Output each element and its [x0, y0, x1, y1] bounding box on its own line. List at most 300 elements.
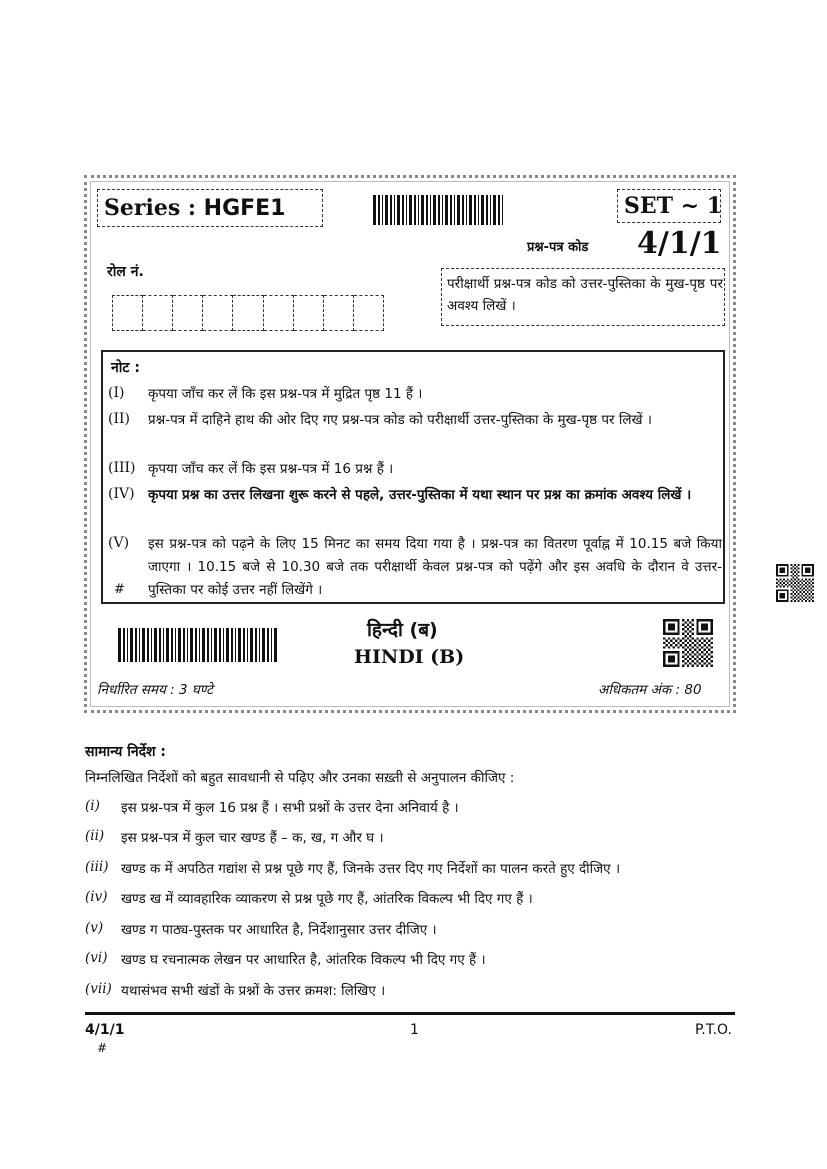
- qr-module: [668, 626, 670, 628]
- qr-module: [809, 589, 811, 591]
- qr-module: [687, 665, 689, 667]
- qr-module: [803, 591, 805, 593]
- qr-module: [798, 568, 800, 570]
- barcode-bar: [214, 628, 217, 662]
- qr-module: [787, 568, 789, 570]
- barcode-bar: [442, 195, 443, 225]
- qr-module: [706, 633, 708, 635]
- qr-module: [780, 595, 782, 597]
- barcode-bar: [171, 628, 173, 662]
- barcode-bar: [154, 628, 157, 662]
- qr-module: [807, 571, 809, 573]
- maximum-marks: अधिकतम अंक : 80: [598, 682, 702, 698]
- qr-module: [696, 637, 698, 639]
- qr-module: [699, 633, 701, 635]
- roll-number-cell[interactable]: [324, 295, 354, 331]
- qr-module: [663, 637, 665, 639]
- note-hash: #: [114, 582, 125, 597]
- qr-module: [668, 624, 670, 626]
- note-text: प्रश्न-पत्र में दाहिने हाथ की ओर दिए गए प्रश्न-पत्र कोड को परीक्षार्थी उत्तर-पुस्तिका के मुख-पृष्ठ पर लिखें ।: [148, 412, 652, 428]
- qr-module: [692, 651, 694, 653]
- qr-module: [778, 584, 780, 586]
- qr-module: [703, 633, 705, 635]
- barcode-bar: [406, 195, 407, 225]
- qr-module: [673, 651, 675, 653]
- barcode-bar: [454, 195, 455, 225]
- qr-module: [794, 575, 796, 577]
- qr-module: [787, 573, 789, 575]
- qr-module: [783, 589, 785, 591]
- instruction-number: (iv): [85, 889, 108, 905]
- barcode-bar: [259, 628, 260, 662]
- qr-module: [701, 660, 703, 662]
- instruction-text: खण्ड क में अपठित गद्यांश से प्रश्न पूछे गए हैं, जिनके उत्तर दिए गए निर्देशों का पालन करते हुए दीजिए ।: [121, 861, 621, 877]
- instruction-text: खण्ड ग पाठ्य-पुस्तक पर आधारित है, निर्देशानुसार उत्तर दीजिए ।: [121, 922, 437, 938]
- qr-module: [670, 660, 672, 662]
- qr-module: [708, 640, 710, 642]
- qr-module: [780, 575, 782, 577]
- qr-module: [696, 626, 698, 628]
- qr-module: [696, 651, 698, 653]
- barcode-bar: [414, 195, 416, 225]
- instruction-text: इस प्रश्न-पत्र में कुल चार खण्ड हैं – क, ख, ग और घ ।: [121, 830, 384, 846]
- barcode-bar: [199, 628, 200, 662]
- qr-module: [684, 649, 686, 651]
- qr-module: [803, 595, 805, 597]
- qr-module: [780, 582, 782, 584]
- qr-module: [689, 640, 691, 642]
- qr-module: [699, 662, 701, 664]
- qr-module: [680, 640, 682, 642]
- qr-module: [689, 644, 691, 646]
- barcode-bar: [178, 628, 181, 662]
- qr-module: [703, 658, 705, 660]
- instruction-text: इस प्रश्न-पत्र में कुल 16 प्रश्न हैं । सभी प्रश्नों के उत्तर देना अनिवार्य है ।: [121, 800, 459, 816]
- qr-module: [785, 564, 787, 566]
- qr-module: [682, 637, 684, 639]
- qr-module: [781, 569, 783, 571]
- qr-module: [783, 600, 785, 602]
- qr-module: [809, 564, 811, 566]
- qr-module: [673, 642, 675, 644]
- qr-module: [798, 586, 800, 588]
- series-prefix: Series :: [104, 195, 204, 221]
- qr-module: [711, 619, 713, 621]
- qr-module: [701, 619, 703, 621]
- qr-module: [794, 597, 796, 599]
- qr-module: [696, 633, 698, 635]
- qr-module: [798, 597, 800, 599]
- qr-module: [701, 656, 703, 658]
- qr-module: [787, 586, 789, 588]
- qr-module: [694, 658, 696, 660]
- qr-module: [783, 582, 785, 584]
- qr-module: [687, 651, 689, 653]
- barcode-bar: [390, 195, 392, 225]
- qr-module: [792, 591, 794, 593]
- qr-module: [665, 644, 667, 646]
- qr-module: [682, 665, 684, 667]
- qr-module: [781, 595, 783, 597]
- qr-module: [699, 640, 701, 642]
- qr-module: [663, 646, 665, 648]
- qr-module: [687, 633, 689, 635]
- roll-number-cell[interactable]: [294, 295, 324, 331]
- qr-module: [673, 646, 675, 648]
- qr-module: [689, 658, 691, 660]
- qr-module: [781, 580, 783, 582]
- qr-module: [776, 597, 778, 599]
- qr-module: [692, 628, 694, 630]
- roll-number-cell[interactable]: [354, 295, 384, 331]
- qr-module: [783, 564, 785, 566]
- qr-module: [792, 566, 794, 568]
- qr-module: [689, 621, 691, 623]
- roll-number-cell[interactable]: [203, 295, 233, 331]
- qr-module: [796, 573, 798, 575]
- qr-module: [665, 651, 667, 653]
- qr-module: [801, 586, 803, 588]
- qr-module: [801, 593, 803, 595]
- barcode-bar: [118, 628, 121, 662]
- qr-module: [792, 569, 794, 571]
- qr-module: [708, 633, 710, 635]
- roll-number-label: रोल नं.: [107, 264, 144, 280]
- qr-module: [805, 586, 807, 588]
- qr-module: [687, 646, 689, 648]
- barcode-bar: [382, 195, 383, 225]
- qr-module: [812, 593, 814, 595]
- qr-module: [687, 656, 689, 658]
- qr-module: [798, 578, 800, 580]
- page-number: 1: [410, 1022, 419, 1038]
- qr-module: [699, 658, 701, 660]
- qr-module: [780, 589, 782, 591]
- barcode-bar: [223, 628, 224, 662]
- series-code: HGFE1: [203, 196, 286, 221]
- barcode-bar: [262, 628, 265, 662]
- qr-module: [675, 651, 677, 653]
- qr-module: [794, 571, 796, 573]
- qr-module: [807, 569, 809, 571]
- barcode-bar: [175, 628, 176, 662]
- qr-module: [785, 584, 787, 586]
- qr-module: [682, 642, 684, 644]
- qr-module: [809, 575, 811, 577]
- qr-module: [711, 626, 713, 628]
- qr-module: [711, 646, 713, 648]
- instruction-number: (vi): [85, 950, 108, 966]
- qr-module: [706, 628, 708, 630]
- qr-module: [787, 578, 789, 580]
- time-allowed: निर्धारित समय : 3 घण्टे: [97, 682, 213, 698]
- qr-module: [692, 619, 694, 621]
- qr-module: [706, 646, 708, 648]
- qr-module: [785, 589, 787, 591]
- qr-module: [673, 656, 675, 658]
- qr-module: [706, 637, 708, 639]
- note-number: (II): [108, 411, 130, 427]
- qr-module: [696, 619, 698, 621]
- qr-module: [684, 621, 686, 623]
- qr-module: [682, 633, 684, 635]
- qr-module: [809, 593, 811, 595]
- qr-module: [810, 584, 812, 586]
- qr-module: [781, 593, 783, 595]
- qr-module: [794, 582, 796, 584]
- roll-number-cell[interactable]: [143, 295, 173, 331]
- barcode-bar: [397, 195, 400, 225]
- qr-module: [670, 658, 672, 660]
- footer-code: 4/1/1: [85, 1022, 125, 1038]
- barcode-bar: [135, 628, 137, 662]
- barcode-bar: [426, 195, 428, 225]
- qr-module: [711, 642, 713, 644]
- qr-module: [668, 628, 670, 630]
- qr-module: [701, 628, 703, 630]
- qr-module: [699, 644, 701, 646]
- qr-module: [682, 651, 684, 653]
- qr-module: [687, 619, 689, 621]
- qr-module: [675, 640, 677, 642]
- qr-module: [692, 665, 694, 667]
- qr-module: [783, 595, 785, 597]
- qr-module: [798, 593, 800, 595]
- qr-module: [665, 633, 667, 635]
- qr-module: [689, 630, 691, 632]
- qr-module: [790, 597, 792, 599]
- qr-module: [807, 588, 809, 590]
- instruction-text: खण्ड ख में व्यावहारिक व्याकरण से प्रश्न पूछे गए हैं, आंतरिक विकल्प भी दिए गए हैं ।: [121, 891, 533, 907]
- qr-module: [812, 600, 814, 602]
- barcode-bar: [183, 628, 185, 662]
- barcode-bar: [421, 195, 424, 225]
- qr-module: [670, 640, 672, 642]
- qr-module: [668, 637, 670, 639]
- barcode-bar: [274, 628, 277, 662]
- barcode-bar: [481, 195, 484, 225]
- qr-module: [708, 649, 710, 651]
- qr-module: [689, 635, 691, 637]
- qr-module: [778, 575, 780, 577]
- qr-module: [711, 628, 713, 630]
- qr-module: [684, 662, 686, 664]
- qr-module: [663, 665, 665, 667]
- qr-module: [780, 586, 782, 588]
- instruction-number: (iii): [85, 859, 109, 875]
- qr-module: [776, 591, 778, 593]
- qr-module: [696, 630, 698, 632]
- qr-module: [668, 646, 670, 648]
- qr-module: [812, 575, 814, 577]
- qr-module: [692, 646, 694, 648]
- barcode-bar: [211, 628, 212, 662]
- qr-code-side: [776, 564, 814, 602]
- qr-module: [663, 633, 665, 635]
- qr-module: [781, 600, 783, 602]
- qr-module: [780, 571, 782, 573]
- qr-module: [696, 628, 698, 630]
- qr-module: [665, 619, 667, 621]
- qr-module: [699, 653, 701, 655]
- qr-module: [668, 658, 670, 660]
- qr-module: [807, 575, 809, 577]
- qr-module: [796, 569, 798, 571]
- barcode-bar: [142, 628, 145, 662]
- barcode-bar: [195, 628, 197, 662]
- qr-module: [807, 564, 809, 566]
- qr-module: [703, 619, 705, 621]
- qr-module: [692, 656, 694, 658]
- qr-module: [684, 630, 686, 632]
- qr-module: [706, 656, 708, 658]
- qr-module: [701, 651, 703, 653]
- qr-module: [665, 665, 667, 667]
- qr-module: [677, 624, 679, 626]
- barcode-bar: [190, 628, 193, 662]
- qr-module: [809, 597, 811, 599]
- qr-module: [699, 649, 701, 651]
- qr-module: [684, 658, 686, 660]
- barcode-bar: [147, 628, 149, 662]
- qr-module: [689, 626, 691, 628]
- qr-module: [809, 582, 811, 584]
- barcode-bar: [130, 628, 133, 662]
- qr-module: [776, 564, 778, 566]
- qr-module: [708, 644, 710, 646]
- qr-module: [807, 598, 809, 600]
- qr-module: [670, 651, 672, 653]
- qr-module: [701, 633, 703, 635]
- qp-code-label: प्रश्न-पत्र कोड: [527, 240, 589, 255]
- qp-code-instruction: परीक्षार्थी प्रश्न-पत्र कोड को उत्तर-पुस्तिका के मुख-पृष्ठ पर अवश्य लिखें ।: [447, 276, 723, 314]
- qr-module: [787, 591, 789, 593]
- qr-module: [783, 593, 785, 595]
- qr-module: [805, 568, 807, 570]
- qr-module: [810, 595, 812, 597]
- qr-module: [787, 597, 789, 599]
- qr-module: [778, 564, 780, 566]
- qr-module: [677, 619, 679, 621]
- qr-module: [794, 593, 796, 595]
- qr-module: [801, 566, 803, 568]
- qr-module: [711, 665, 713, 667]
- qr-module: [790, 568, 792, 570]
- qr-module: [708, 653, 710, 655]
- qr-module: [701, 637, 703, 639]
- qr-module: [785, 575, 787, 577]
- qr-module: [807, 580, 809, 582]
- barcode-bar: [235, 628, 236, 662]
- qr-module: [699, 619, 701, 621]
- qr-module: [810, 598, 812, 600]
- qr-module: [673, 626, 675, 628]
- instruction-number: (i): [85, 798, 100, 814]
- qr-module: [673, 624, 675, 626]
- barcode-bar: [490, 195, 491, 225]
- qr-module: [682, 660, 684, 662]
- qr-module: [800, 591, 802, 593]
- barcode-bar: [502, 195, 503, 225]
- roll-number-cell[interactable]: [173, 295, 203, 331]
- instruction-number: (vii): [85, 981, 112, 997]
- qr-module: [703, 628, 705, 630]
- qr-module: [776, 578, 778, 580]
- qr-module: [689, 662, 691, 664]
- qr-module: [694, 649, 696, 651]
- qr-module: [781, 568, 783, 570]
- footer-hash: #: [97, 1041, 108, 1055]
- qr-module: [812, 573, 814, 575]
- roll-number-cell[interactable]: [233, 295, 263, 331]
- qr-module: [805, 575, 807, 577]
- qr-module: [794, 568, 796, 570]
- qr-module: [778, 600, 780, 602]
- barcode-bar: [462, 195, 464, 225]
- qr-module: [812, 578, 814, 580]
- barcode-bar: [127, 628, 128, 662]
- qr-module: [789, 580, 791, 582]
- roll-number-boxes[interactable]: [112, 295, 384, 331]
- qr-module: [670, 656, 672, 658]
- qr-module: [663, 653, 665, 655]
- qr-module: [701, 626, 703, 628]
- qr-module: [711, 637, 713, 639]
- qr-module: [776, 571, 778, 573]
- qr-module: [711, 633, 713, 635]
- qr-module: [670, 665, 672, 667]
- barcode-bar: [243, 628, 245, 662]
- note-text: कृपया प्रश्न का उत्तर लिखना शुरू करने से पहले, उत्तर-पुस्तिका में यथा स्थान पर प्रश्न का क्रमांक अवश्य लिखें ।: [148, 487, 692, 503]
- qr-module: [687, 660, 689, 662]
- qr-module: [792, 598, 794, 600]
- barcode-bar: [159, 628, 161, 662]
- general-instructions-intro: निम्नलिखित निर्देशों को बहुत सावधानी से पढ़िए और उनका सख़्ती से अनुपालन कीजिए :: [85, 770, 515, 786]
- qr-module: [689, 653, 691, 655]
- qr-module: [677, 653, 679, 655]
- qr-module: [781, 589, 783, 591]
- roll-number-cell[interactable]: [112, 295, 143, 331]
- roll-number-cell[interactable]: [264, 295, 294, 331]
- qr-module: [801, 564, 803, 566]
- qr-module: [798, 589, 800, 591]
- qr-module: [684, 626, 686, 628]
- barcode-bar: [433, 195, 436, 225]
- qr-module: [677, 630, 679, 632]
- qr-module: [776, 586, 778, 588]
- qr-module: [801, 575, 803, 577]
- qr-module: [673, 619, 675, 621]
- qr-module: [805, 564, 807, 566]
- qr-module: [668, 642, 670, 644]
- instruction-text: खण्ड घ रचनात्मक लेखन पर आधारित है, आंतरिक विकल्प भी दिए गए हैं ।: [121, 952, 486, 968]
- qr-module: [703, 653, 705, 655]
- note-text: इस प्रश्न-पत्र को पढ़ने के लिए 15 मिनट का समय दिया गया है । प्रश्न-पत्र का वितरण पूर्वाह्न में 10.15 बजे किया जाएगा । 10.15 बजे से 10.30 बजे तक परीक्षार्थी केवल प्रश्न-पत्र को पढ़ेंगे और इस अवधि के दौरान वे उत्तर-पुस्तिका पर कोई उत्तर नहीं लिखेंगे ।: [148, 536, 722, 598]
- qr-code: [663, 619, 713, 667]
- qr-module: [711, 621, 713, 623]
- barcode-bar: [486, 195, 488, 225]
- qr-module: [790, 586, 792, 588]
- qr-module: [694, 662, 696, 664]
- barcode-bar: [207, 628, 209, 662]
- qr-module: [781, 575, 783, 577]
- qr-module: [810, 580, 812, 582]
- qr-module: [809, 569, 811, 571]
- qr-module: [792, 584, 794, 586]
- barcode-bar: [151, 628, 152, 662]
- qr-module: [801, 582, 803, 584]
- barcode-bar: [271, 628, 272, 662]
